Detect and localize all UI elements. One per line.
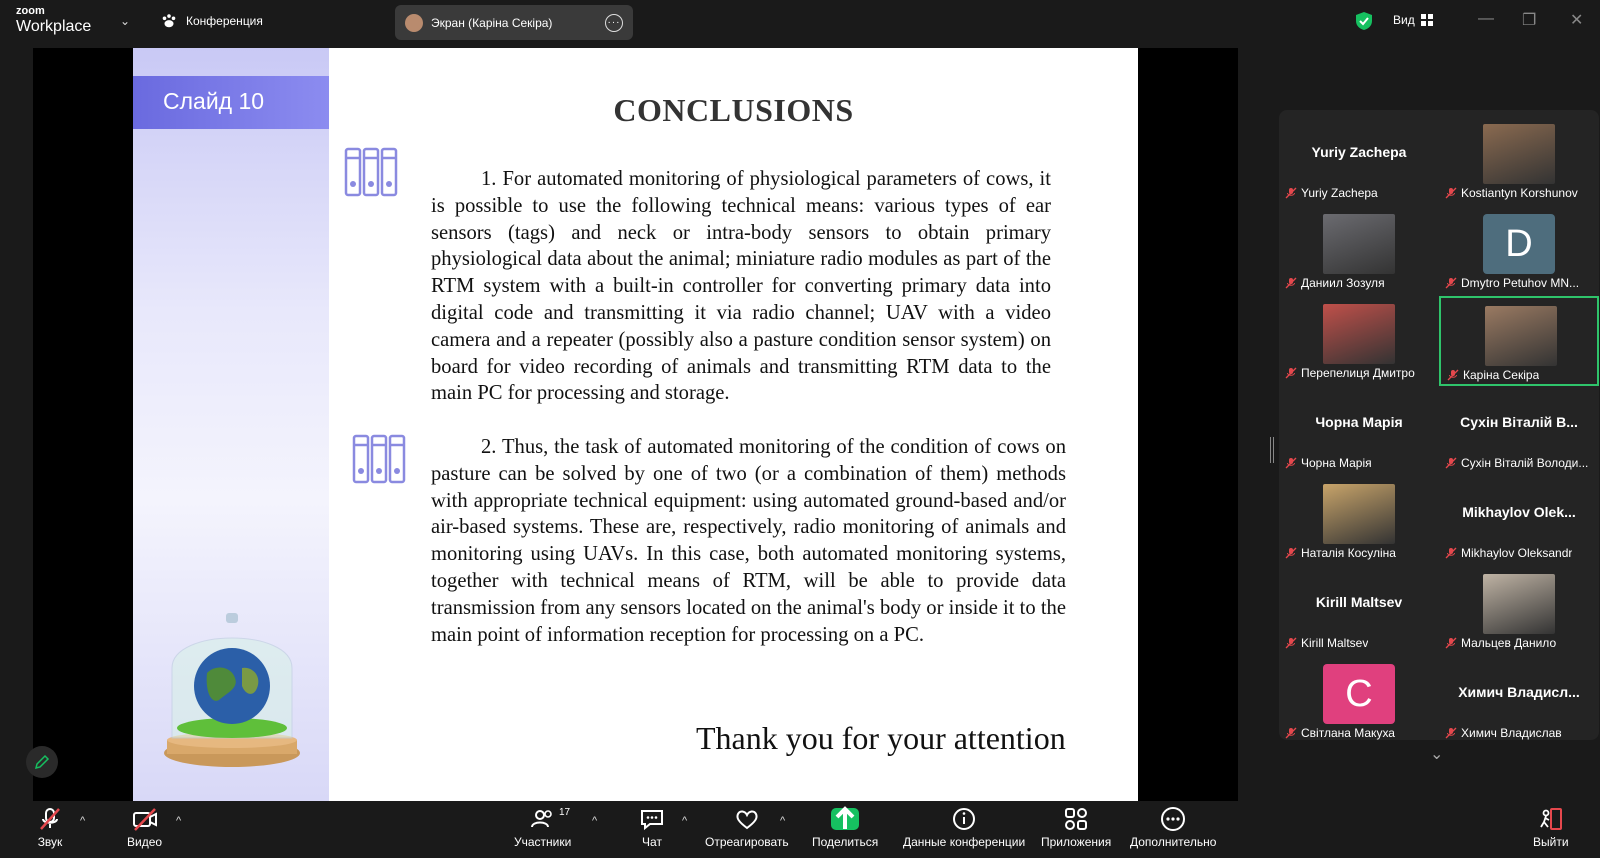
mic-off-icon <box>1445 187 1457 199</box>
leave-button[interactable] <box>1533 805 1569 849</box>
participants-label: Участники <box>514 835 572 849</box>
video-label: Видео <box>127 835 163 849</box>
more-options-icon[interactable]: ··· <box>605 14 623 32</box>
participant-display-name: Химич Владисл... <box>1458 684 1580 700</box>
participant-video <box>1323 304 1395 364</box>
chat-button[interactable] <box>638 805 666 849</box>
close-icon[interactable]: ✕ <box>1570 12 1584 29</box>
participant-video <box>1485 306 1557 366</box>
mic-off-icon <box>1445 277 1457 289</box>
participant-name: Перепелиця Дмитро <box>1301 366 1415 380</box>
participant-name: Mikhaylov Oleksandr <box>1461 546 1573 560</box>
participants-count: 17 <box>559 807 571 818</box>
mic-off-icon <box>1447 369 1459 381</box>
chevron-up-icon[interactable]: ^ <box>80 815 86 827</box>
more-button[interactable] <box>1130 805 1216 849</box>
participant-display-name: Сухін Віталій В... <box>1460 414 1578 430</box>
conference-button[interactable] <box>160 12 263 30</box>
share-screen-icon <box>831 808 859 830</box>
participant-video <box>1483 574 1555 634</box>
zoom-logo[interactable] <box>16 6 91 35</box>
mic-off-icon <box>1445 457 1457 469</box>
participant-name-label <box>1445 544 1595 562</box>
participant-name-label <box>1445 724 1595 742</box>
conference-label: Конференция <box>186 14 263 28</box>
participant-tile[interactable] <box>1439 566 1599 656</box>
mic-off-icon <box>1285 637 1297 649</box>
mic-off-icon <box>36 805 64 833</box>
share-label: Экран (Каріна Секіра) <box>431 15 553 30</box>
chevron-up-icon[interactable]: ^ <box>780 815 786 827</box>
binders-icon <box>351 433 407 485</box>
participant-display-name: Kirill Maltsev <box>1315 594 1403 610</box>
minimize-icon[interactable]: — <box>1478 10 1494 27</box>
participant-video <box>1323 214 1395 274</box>
conclusion-paragraph-1: 1. For automated monitoring of physiological parameters of cows, it is possible to use the following technical means: various types of ear sensors (tags) and neck or intra-body sensors to obtain primary physiological data about the animal; miniature radio modules as part of the RTM system with a built-in controller for converting primary data into digital code and transmitting it via radio channel; UAV with a video camera and a repeater (possibly also a pasture condition sensor system) on board for video recording of animals and transmitting RTM data to the main PC for processing and storage. <box>431 168 1051 405</box>
view-button[interactable] <box>1393 13 1433 27</box>
participant-name: Наталія Косуліна <box>1301 546 1396 560</box>
share-button[interactable] <box>812 805 878 849</box>
participant-tile[interactable] <box>1279 296 1439 386</box>
share-label: Поделиться <box>812 835 879 849</box>
mic-off-icon <box>1285 277 1297 289</box>
grid-icon <box>1421 14 1433 26</box>
participant-name-label <box>1445 634 1595 652</box>
apps-button[interactable] <box>1041 805 1111 849</box>
presentation-slide <box>133 48 1138 801</box>
participant-name: Kirill Maltsev <box>1301 636 1369 650</box>
info-icon <box>950 805 978 833</box>
mic-off-icon <box>1445 727 1457 739</box>
shared-screen <box>33 48 1238 801</box>
pencil-icon <box>34 754 50 770</box>
participants-button[interactable] <box>514 805 571 849</box>
participant-name-label <box>1285 274 1435 292</box>
participant-display-name: Yuriy Zachepa <box>1311 144 1407 160</box>
participant-name: Чорна Марія <box>1301 456 1372 470</box>
audio-button[interactable] <box>36 805 64 849</box>
participant-name-label <box>1285 724 1435 742</box>
apps-label: Приложения <box>1041 835 1112 849</box>
logo-big-text: Workplace <box>16 18 92 35</box>
leave-icon <box>1537 805 1565 833</box>
participant-name-label <box>1285 544 1435 562</box>
participant-name-label <box>1285 634 1435 652</box>
participant-name: Мальцев Данило <box>1461 636 1557 650</box>
participant-tile[interactable] <box>1279 476 1439 566</box>
participant-name-label <box>1445 274 1595 292</box>
chevron-down-icon[interactable]: ⌄ <box>120 14 131 28</box>
logo-small-text: zoom <box>16 5 45 17</box>
encryption-shield-icon[interactable] <box>1355 11 1373 31</box>
mic-off-icon <box>1445 637 1457 649</box>
participant-name: Сухін Віталій Володи... <box>1461 456 1589 470</box>
view-label: Вид <box>1393 13 1415 27</box>
mic-off-icon <box>1445 547 1457 559</box>
participant-display-name: Mikhaylov Olek... <box>1462 504 1576 520</box>
chevron-up-icon[interactable]: ^ <box>682 815 688 827</box>
participant-name: Kostiantyn Korshunov <box>1461 186 1578 200</box>
participant-name-label <box>1285 184 1435 202</box>
annotate-button[interactable] <box>26 746 58 778</box>
participant-video <box>1483 124 1555 184</box>
participant-name-label <box>1285 364 1435 382</box>
screen-share-pill[interactable] <box>395 5 633 40</box>
participant-tile[interactable] <box>1439 296 1599 386</box>
video-off-icon <box>131 805 159 833</box>
participant-name-label <box>1285 454 1435 472</box>
meeting-info-label: Данные конференции <box>903 835 1026 849</box>
participant-name-label <box>1445 454 1595 472</box>
react-button[interactable] <box>705 805 789 849</box>
participant-name: Світлана Макуха <box>1301 726 1395 740</box>
heart-icon <box>733 805 761 833</box>
audio-label: Звук <box>37 835 63 849</box>
participant-name-label <box>1445 184 1595 202</box>
video-button[interactable] <box>127 805 162 849</box>
participant-tile[interactable] <box>1279 656 1439 746</box>
meeting-toolbar <box>0 801 1600 858</box>
chat-label: Чат <box>642 835 662 849</box>
participant-avatar: C <box>1323 664 1395 724</box>
more-label: Дополнительно <box>1130 835 1217 849</box>
participant-display-name: Чорна Марія <box>1315 414 1403 430</box>
paw-icon <box>160 12 178 30</box>
participant-name: Yuriy Zachepa <box>1301 186 1378 200</box>
slide-title: CONCLUSIONS <box>613 92 854 128</box>
mic-off-icon <box>1285 367 1297 379</box>
participant-video <box>1323 484 1395 544</box>
participant-tile[interactable] <box>1439 386 1599 476</box>
participant-avatar: D <box>1483 214 1555 274</box>
participant-tile[interactable] <box>1439 476 1599 566</box>
participant-tile[interactable] <box>1439 656 1599 746</box>
participants-icon <box>529 805 557 833</box>
binders-icon <box>343 146 399 198</box>
apps-icon <box>1062 805 1090 833</box>
chevron-up-icon[interactable]: ^ <box>176 815 182 827</box>
presenter-avatar <box>405 14 423 32</box>
conclusion-paragraph-2: 2. Thus, the task of automated monitoring of the condition of cows on pasture can be solved by one of two (or a combination of them) methods with appropriate technical equipment: using automated ground-based and/or air-based systems. These are, respectively, radio monitoring of animals and monitoring using UAVs. In this case, both automated monitoring systems, together with technical means of RTM, will be able to provide data transmission from any sensors located on the animal's body or inside it to the main point of information reception for processing on a PC. <box>431 436 1066 646</box>
mic-off-icon <box>1285 457 1297 469</box>
maximize-icon[interactable]: ❐ <box>1522 12 1537 29</box>
chevron-up-icon[interactable]: ^ <box>592 815 598 827</box>
mic-off-icon <box>1285 547 1297 559</box>
mic-off-icon <box>1285 187 1297 199</box>
meeting-info-button[interactable] <box>903 805 1025 849</box>
participant-name: Даниил Зозуля <box>1301 276 1385 290</box>
participant-tile[interactable] <box>1279 386 1439 476</box>
mic-off-icon <box>1285 727 1297 739</box>
participant-name: Каріна Секіра <box>1463 368 1540 382</box>
participant-tile[interactable] <box>1279 206 1439 296</box>
participant-tile[interactable] <box>1279 116 1439 206</box>
participant-name-label <box>1447 366 1597 384</box>
slide-number-tag: Слайд 10 <box>133 76 329 129</box>
leave-label: Выйти <box>1533 835 1569 849</box>
participant-name: Химич Владислав <box>1461 726 1562 740</box>
top-bar <box>0 0 1600 45</box>
react-label: Отреагировать <box>705 835 789 849</box>
participant-tile[interactable] <box>1439 206 1599 296</box>
more-icon <box>1159 805 1187 833</box>
participants-gallery <box>1279 110 1599 740</box>
participant-tile[interactable] <box>1279 566 1439 656</box>
participant-name: Dmytro Petuhov MN... <box>1461 276 1580 290</box>
globe-in-jar-image <box>157 608 307 778</box>
chat-icon <box>638 805 666 833</box>
thanks-text: Thank you for your attention <box>696 720 1066 756</box>
participant-tile[interactable] <box>1439 116 1599 206</box>
panel-resize-handle[interactable] <box>1270 437 1274 463</box>
chevron-down-icon[interactable]: ⌄ <box>1430 746 1444 763</box>
